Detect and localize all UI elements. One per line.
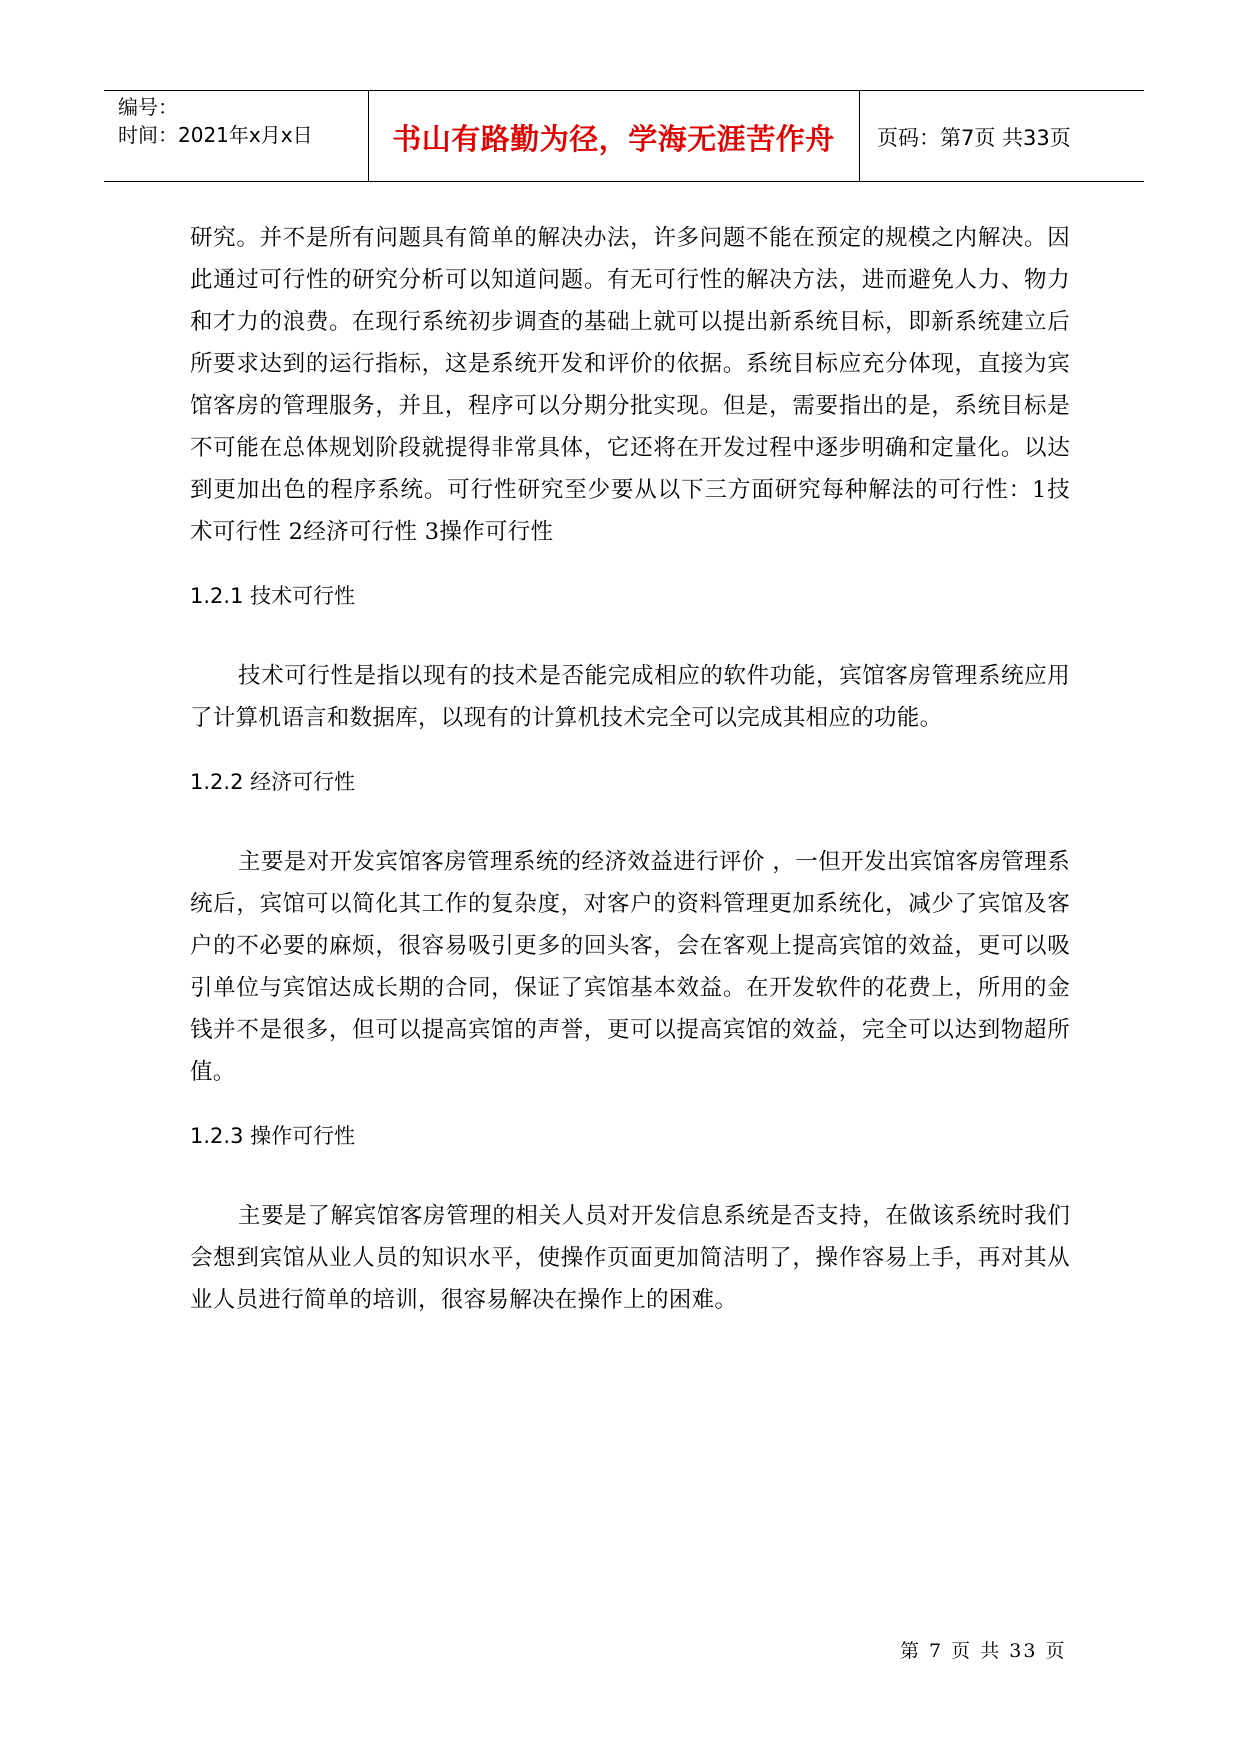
section-heading: 1.2.2 经济可行性: [190, 770, 356, 794]
time-label: 时间：2021年x月x日: [118, 123, 313, 147]
header-meta: [118, 93, 313, 149]
header-motto: 书山有路勤为径，学海无涯苦作舟: [392, 121, 835, 156]
page-footer: 第 7 页 共 33 页: [900, 1640, 1067, 1662]
section-paragraph: 主要是了解宾馆客房管理的相关人员对开发信息系统是否支持，在做该系统时我们会想到宾馆从业人员的知识水平，使操作页面更加简洁明了，操作容易上手，再对其从业人员进行简单的培训，很容易解决在操作上的困难。: [190, 1203, 1070, 1313]
number-label: 编号：: [118, 95, 178, 119]
page-header: [104, 90, 1144, 182]
intro-paragraph: 研究。并不是所有问题具有简单的解决办法，许多问题不能在预定的规模之内解决。因此通过可行性的研究分析可以知道问题。有无可行性的解决方法，进而避免人力、物力和才力的浪费。在现行系统初步调查的基础上就可以提出新系统目标，即新系统建立后所要求达到的运行指标，这是系统开发和评价的依据。系统目标应充分体现，直接为宾馆客房的管理服务，并且，程序可以分期分批实现。但是，需要指出的是，系统目标是不可能在总体规划阶段就提得非常具体，它还将在开发过程中逐步明确和定量化。以达到更加出色的程序系统。可行性研究至少要从以下三方面研究每种解法的可行性：1技术可行性 2经济可行性 3操作可行性: [190, 225, 1070, 545]
section-paragraph: 技术可行性是指以现有的技术是否能完成相应的软件功能，宾馆客房管理系统应用了计算机语言和数据库，以现有的计算机技术完全可以完成其相应的功能。: [190, 663, 1070, 731]
section-paragraph: 主要是对开发宾馆客房管理系统的经济效益进行评价 ，一但开发出宾馆客房管理系统后，宾馆可以简化其工作的复杂度，对客户的资料管理更加系统化，减少了宾馆及客户的不必要的麻烦，很容易吸引更多的回头客，会在客观上提高宾馆的效益，更可以吸引单位与宾馆达成长期的合同，保证了宾馆基本效益。在开发软件的花费上，所用的金钱并不是很多，但可以提高宾馆的声誉，更可以提高宾馆的效益，完全可以达到物超所值。: [190, 849, 1070, 1085]
section-heading: 1.2.1 技术可行性: [190, 584, 356, 608]
document-body: [190, 217, 1070, 1321]
section-heading: 1.2.3 操作可行性: [190, 1124, 356, 1148]
header-page-info: 页码：第7页 共33页: [877, 126, 1071, 150]
